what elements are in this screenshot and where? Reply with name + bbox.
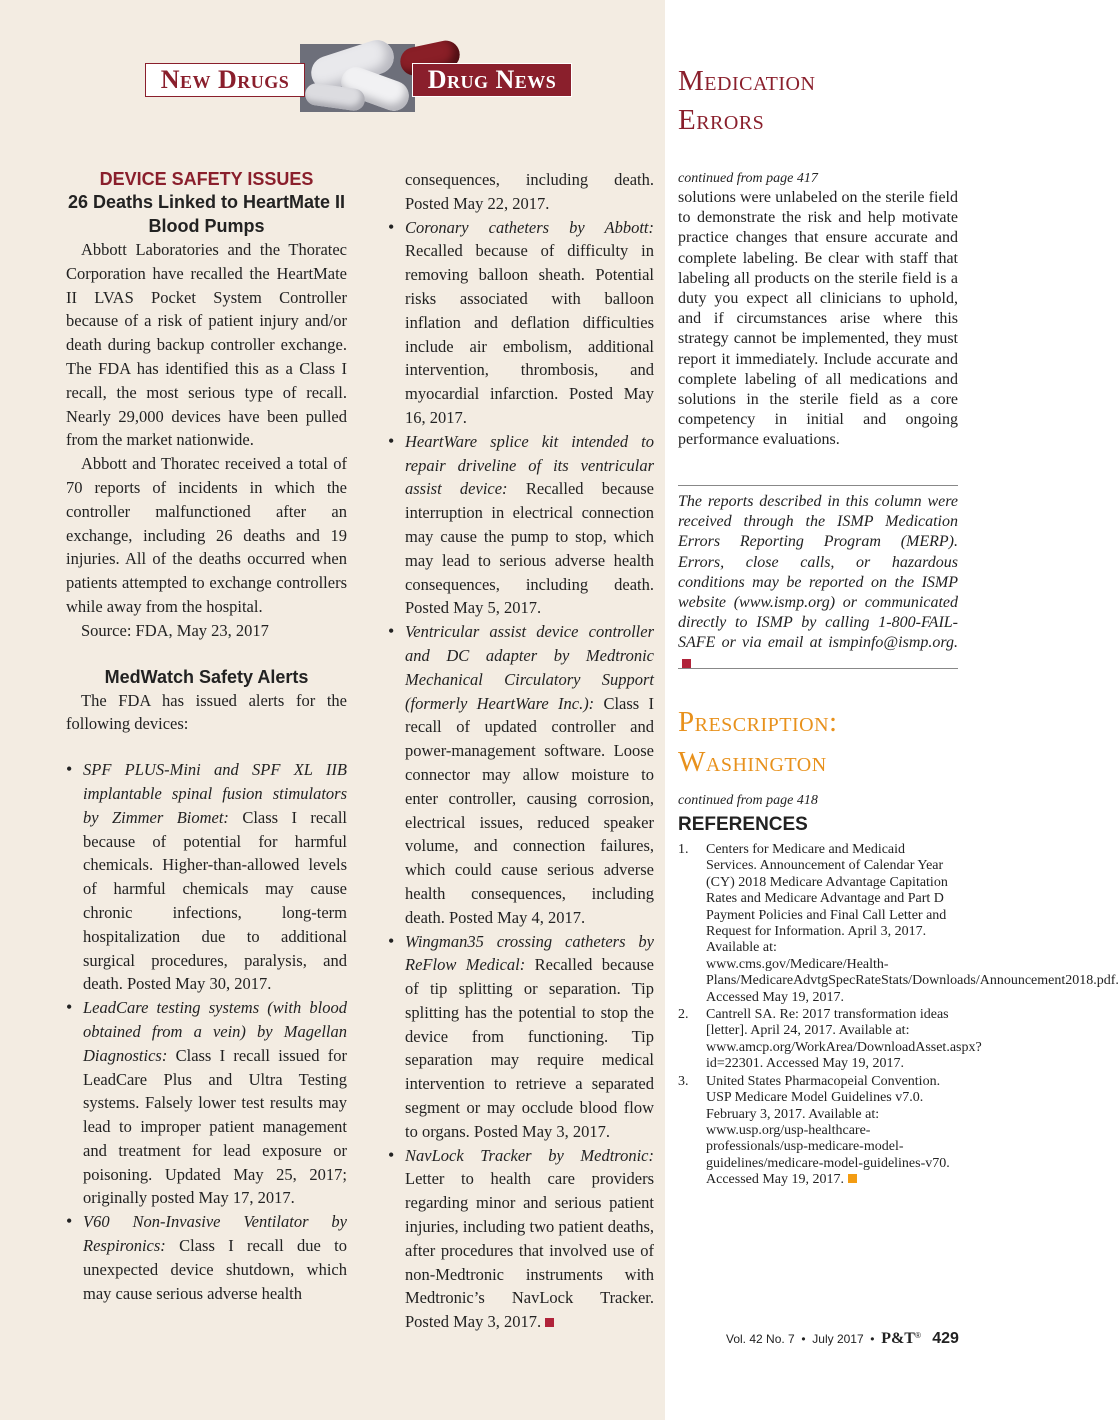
device-safety-title: 26 Deaths Linked to HeartMate II Blood Pumps — [67, 192, 346, 236]
column-2 — [388, 168, 654, 1334]
list-item: • LeadCare testing systems (with blood obtained from a vein) by Magellan Diagnostics: Class I recall issued for LeadCare Plus and Ultra Testing systems. Falsely lower test results may lead to improper patient management and treatment for lead exposure or poisoning. Updated May 25, 2017; originally posted May 17, 2017. — [66, 996, 347, 1210]
list-item: • NavLock Tracker by Medtronic: Letter to health care providers regarding minor and serious patient injuries, including two patient deaths, after procedures that involved use of non-Medtronic instruments with Medtronic’s NavLock Tracker. Posted May 3, 2017. — [388, 1144, 654, 1334]
reference-item: 1. Centers for Medicare and Medicaid Services. Announcement of Calendar Year (CY) 2018 Medicare Advantage Capitation Rates and Medicare Advantage and Part D Payment Policies and Final Call Letter and Request for Information. April 3, 2017. Available at: www.cms.gov/Medicare/Health-Plans/MedicareAdvtgSpecRateStats/Downloads/Announcement2018.pdf. Accessed May 19, 2017. — [678, 842, 1119, 1005]
device-safety-source: Source: FDA, May 23, 2017 — [81, 620, 269, 640]
device-safety-para1: Abbott Laboratories and the Thoratec Corporation have recalled the HeartMate II LVAS Pocket System Controller because of a risk of patient injury and/or death during backup controller exchange. The FDA has identified this as a Class I recall, the most serious type of recall. Nearly 29,000 devices have been pulled from the market nationwide. — [66, 240, 347, 450]
medication-errors-text: solutions were unlabeled on the sterile field to demonstrate the risk and help motivate practice changes that ensure accurate and complete labeling. Be clear with staff that labeling all products on the sterile field is a duty you expect all clinicians to uphold, and if circumstances arise where this strategy cannot be implemented, they must report it immediately. Include accurate and complete labeling of all medications and solutions in the sterile field as a core competency in initial and ongoing performance evaluations. — [678, 189, 958, 449]
medication-errors-heading-line1: Medication — [678, 65, 816, 97]
medwatch-list-2 — [388, 216, 654, 1334]
medwatch-intro: The FDA has issued alerts for the following devices: — [66, 690, 347, 734]
list-item: • Coronary catheters by Abbott: Recalled because of difficulty in removing balloon sheath. Potential risks associated with balloon inflation and deflation difficulties include air embolism, additional intervention, thrombosis, and myocardial infarction. Posted May 16, 2017. — [388, 216, 654, 430]
page-footer: Vol. 42 No. 7 • July 2017 • P&T® 429 — [726, 1330, 959, 1347]
end-mark-icon — [848, 1174, 857, 1183]
column-1 — [66, 168, 347, 1305]
page-number: 429 — [932, 1330, 959, 1347]
reference-item: 3. United States Pharmacopeial Convention. USP Medicare Model Guidelines v7.0. February 3, 2017. Available at: www.usp.org/usp-healthcare-professionals/usp-medicare-model-guidelines/medicare-model-guidelines-v70. Accessed May 19, 2017. — [678, 1073, 950, 1188]
medication-errors-continued: continued from page 417 — [678, 171, 818, 186]
medication-errors-heading-line2: Errors — [678, 104, 765, 136]
medwatch-list-1 — [66, 758, 347, 1305]
continued-item-text: consequences, including death. Posted May 22, 2017. — [405, 170, 654, 213]
end-mark-icon — [682, 659, 691, 668]
list-item: • SPF PLUS-Mini and SPF XL IIB implantable spinal fusion stimulators by Zimmer Biomet: Class I recall because of potential for harmful chemicals. Higher-than-allowed levels of harmful chemicals may cause chronic infections, long-term hospitalization due to additional surgical procedures, paralysis, and death. Posted May 30, 2017. — [66, 758, 347, 996]
references-heading: REFERENCES — [678, 814, 808, 835]
issue-label: Vol. 42 No. 7 — [726, 1332, 795, 1346]
reference-item: 2. Cantrell SA. Re: 2017 transformation ideas [letter]. April 24, 2017. Available at: www.amcp.org/WorkArea/DownloadAsset.aspx?id=22301. Accessed May 19, 2017. — [678, 1007, 982, 1072]
ismp-note: The reports described in this column were received through the ISMP Medication Errors Reporting Program (MERP). Errors, close calls, or hazardous conditions may be reported on the ISMP website (www.ismp.org) or communicated directly to ISMP by calling 1-800-FAIL-SAFE or via email at ismpinfo@ismp.org. — [678, 492, 958, 674]
section-tag-drug-news: Drug News — [412, 63, 572, 97]
divider — [678, 668, 958, 669]
medwatch-title: MedWatch Safety Alerts — [104, 666, 309, 687]
journal-name: P&T — [881, 1330, 915, 1347]
section-tag-new-drugs: New Drugs — [145, 63, 305, 97]
device-safety-kicker: DEVICE SAFETY ISSUES — [99, 169, 314, 189]
device-safety-para2: Abbott and Thoratec received a total of 70 reports of incidents in which the controller malfunctioned after an exchange, including 26 deaths and 19 injuries. All of the deaths occurred when patients attempted to exchange controllers while away from the hospital. — [66, 454, 347, 616]
end-mark-icon — [545, 1318, 554, 1327]
prescription-heading-line1: Prescription: — [678, 706, 838, 738]
medication-errors-body — [678, 170, 958, 451]
references-list — [678, 842, 1119, 1190]
date-label: July 2017 — [812, 1332, 864, 1346]
list-item: • Ventricular assist device controller and DC adapter by Medtronic Mechanical Circulatory Support (formerly HeartWare Inc.): Class I recall of updated controller and power-management software. Loose connector may allow moisture to enter controller, causing corrosion, electrical issues, reduced speaker volume, and connection failures, which could cause serious adverse health consequences, including death. Posted May 4, 2017. — [388, 620, 654, 929]
prescription-heading-line2: Washington — [678, 746, 827, 778]
divider — [678, 485, 958, 486]
list-item: • HeartWare splice kit intended to repair driveline of its ventricular assist device: Recalled because interruption in electrical connection may cause the pump to stop, which may lead to serious adverse health consequences, including death. Posted May 5, 2017. — [388, 430, 654, 620]
list-item: • Wingman35 crossing catheters by ReFlow Medical: Recalled because of tip splitting or separation. Tip splitting has the potential to stop the device from functioning. Tip separation may require medical intervention to retrieve a separated segment or may occlude blood flow to organs. Posted May 3, 2017. — [388, 930, 654, 1144]
prescription-continued: continued from page 418 — [678, 793, 818, 808]
list-item: • V60 Non-Invasive Ventilator by Respironics: Class I recall due to unexpected device shutdown, which may cause serious adverse health — [66, 1210, 347, 1305]
